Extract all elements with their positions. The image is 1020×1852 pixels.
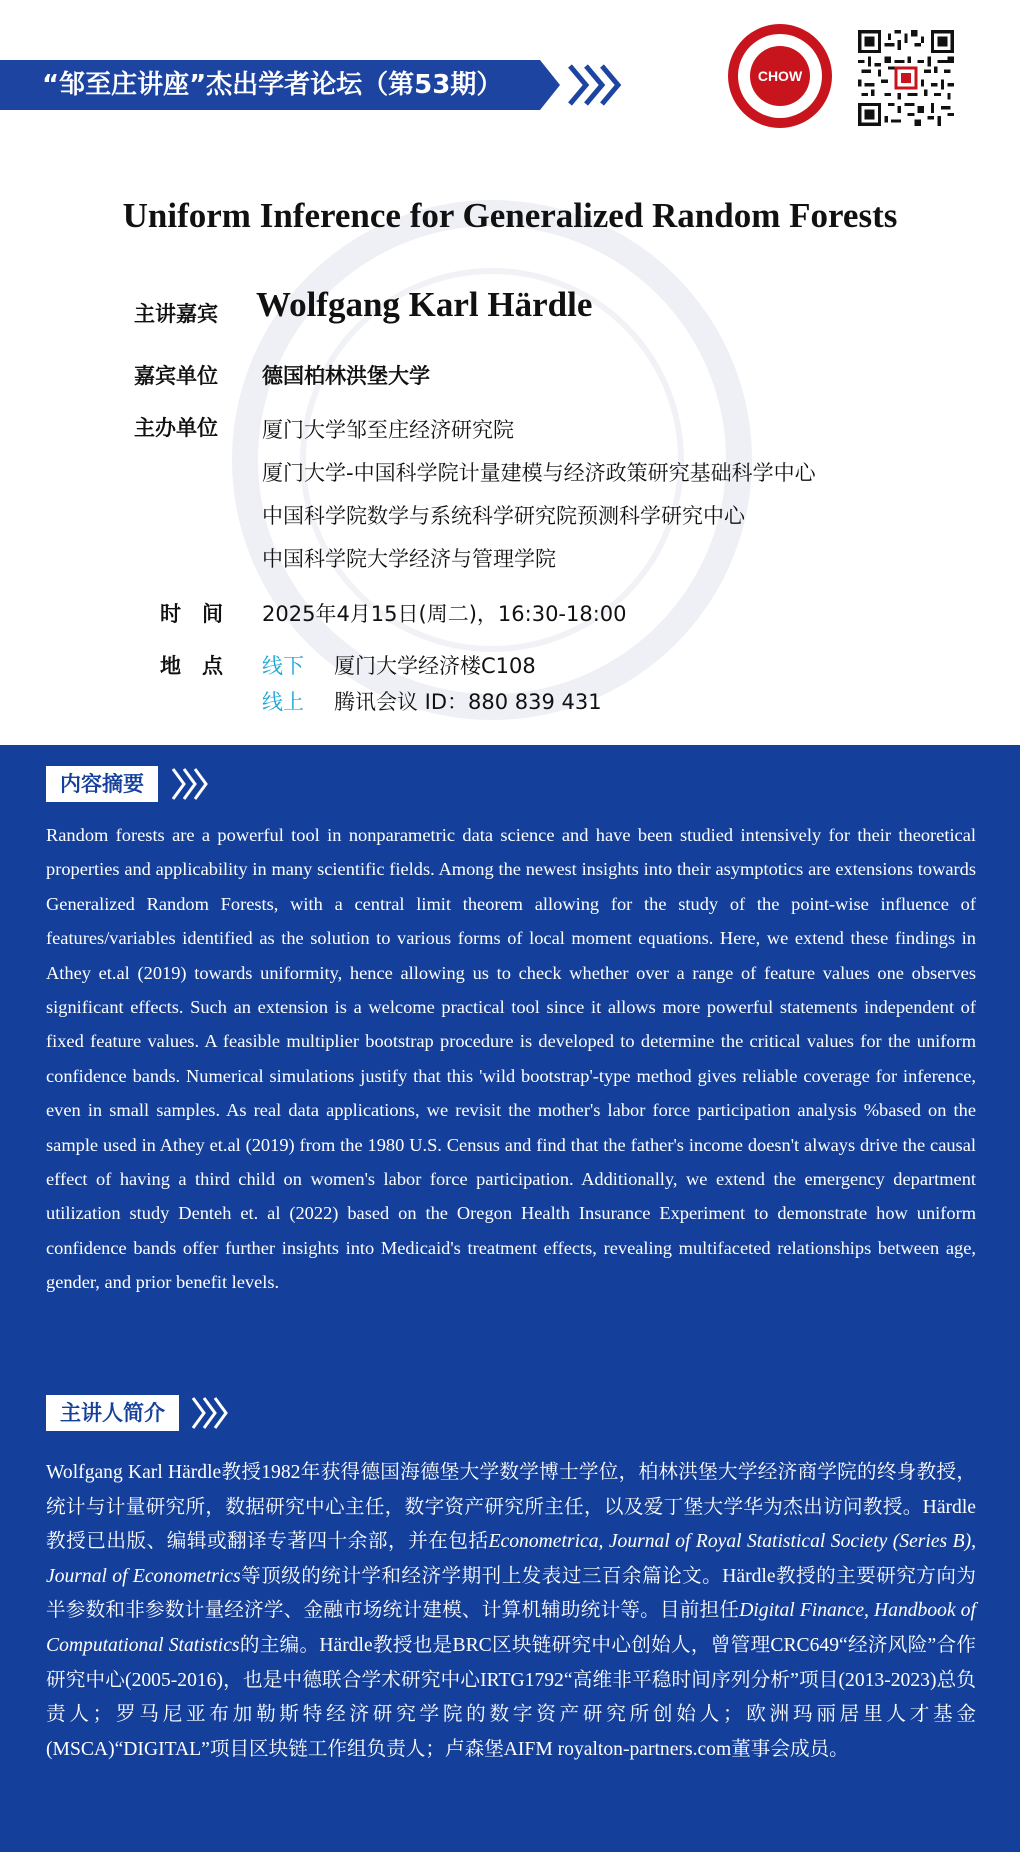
online-label: 线上 (262, 690, 304, 714)
organizer-item: 厦门大学-中国科学院计量建模与经济政策研究基础科学中心 (262, 461, 816, 485)
organizer-item: 厦门大学邹至庄经济研究院 (262, 418, 514, 442)
speaker-bio (46, 1456, 976, 1767)
speaker-name: Wolfgang Karl Härdle (256, 285, 593, 324)
venue-label: 地 点 (160, 654, 223, 678)
logo-text: CHOW (750, 46, 810, 106)
series-banner-text: “邹至庄讲座”杰出学者论坛（第53期） (42, 70, 503, 100)
bio-text: 的主编。Härdle教授也是BRC区块链研究中心创始人，曾管理CRC649“经济风险”合作研究中心(2005-2016)，也是中德联合学术研究中心IRTG1792“高维非平稳时间序列分析”项目(2013-2023)总负责人；罗马尼亚布加勒斯特经济研究学院的数字资产研究所创始人；欧洲玛丽居里人才基金(MSCA)“DIGITAL”项目区块链工作组负责人；卢森堡AIFM royalton-partners.com董事会成员。 (46, 1634, 976, 1760)
triple-chevron-right-icon (170, 766, 210, 802)
abstract-text: Random forests are a powerful tool in nonparametric data science and have been studied intensively for their theoretical properties and applicability in many scientific fields. Among the newest insights into their asymptotics are extensions towards Generalized Random Forests, with a central limit theorem allowing for the study of the point-wise influence of features/variables identified as the solution to various forms of local moment equations. Here, we extend these findings in Athey et.al (2019) towards uniformity, hence allowing us to check whether over a range of feature values one observes significant effects. Such an extension is a welcome practical tool since it allows more powerful statements independent of fixed feature values. A feasible multiplier bootstrap procedure is developed to determine the critical values for the uniform confidence bands. Numerical simulations justify that this 'wild bootstrap'-type method gives reliable coverage for inference, even in small samples. As real data applications, we revisit the mother's labor force participation analysis %based on the sample used in Athey et.al (2019) from the 1980 U.S. Census and find that the father's income doesn't always drive the causal effect of having a third child on women's labor force participation. Additionally, we extend the emergency department utilization study Denteh et. al (2022) based on the Oregon Health Insurance Experiment to demonstrate how uniform confidence bands offer further insights into Medicaid's treatment effects, revealing multifaceted relationships between age, gender, and prior benefit levels. (46, 825, 976, 1293)
time-label: 时 间 (160, 602, 223, 626)
bio-text: Wolfgang Karl Härdle教授1982年获得德国海德堡大学数学博士学位，柏林洪堡大学经济商学院的终身教授，统计与计量研究所，数据研究中心主任，数字资产研究所主任，以及爱丁堡大学华为杰出访问教授。Härdle教授已出版、编辑或翻译专著四十余部，并在包括 (46, 1462, 976, 1553)
organizer-item: 中国科学院大学经济与管理学院 (262, 547, 556, 571)
speaker-label: 主讲嘉宾 (134, 302, 218, 326)
talk-title: Uniform Inference for Generalized Random Forests (122, 196, 898, 235)
abstract-heading: 内容摘要 (46, 766, 158, 802)
affiliation-label: 嘉宾单位 (134, 364, 218, 388)
offline-label: 线下 (262, 654, 304, 678)
affiliation-value: 德国柏林洪堡大学 (262, 364, 430, 388)
bio-journals: Econometrica, Journal of Royal Statistical Society (Series B), Journal of Econometrics (46, 1531, 976, 1587)
chow-institute-seal-icon (728, 24, 832, 128)
triple-chevron-right-icon (190, 1395, 230, 1431)
bio-text: 等顶级的统计学和经济学期刊上发表过三百余篇论文。Härdle教授的主要研究方向为半参数和非参数计量经济学、金融市场统计建模、计算机辅助统计等。目前担任 (46, 1565, 976, 1622)
online-meeting-id: 腾讯会议 ID：880 839 431 (334, 690, 602, 714)
triple-chevron-right-icon (566, 62, 624, 108)
offline-venue: 厦门大学经济楼C108 (334, 654, 536, 678)
qr-code-icon[interactable] (858, 30, 954, 126)
bio-heading: 主讲人简介 (46, 1395, 179, 1431)
bio-editorships: Digital Finance, Handbook of Computational Statistics (46, 1600, 976, 1656)
organizer-label: 主办单位 (134, 416, 218, 440)
poster-header-area (0, 0, 1020, 745)
time-value: 2025年4月15日(周二)，16:30-18:00 (262, 602, 627, 626)
organizer-item: 中国科学院数学与系统科学研究院预测科学研究中心 (262, 504, 745, 528)
